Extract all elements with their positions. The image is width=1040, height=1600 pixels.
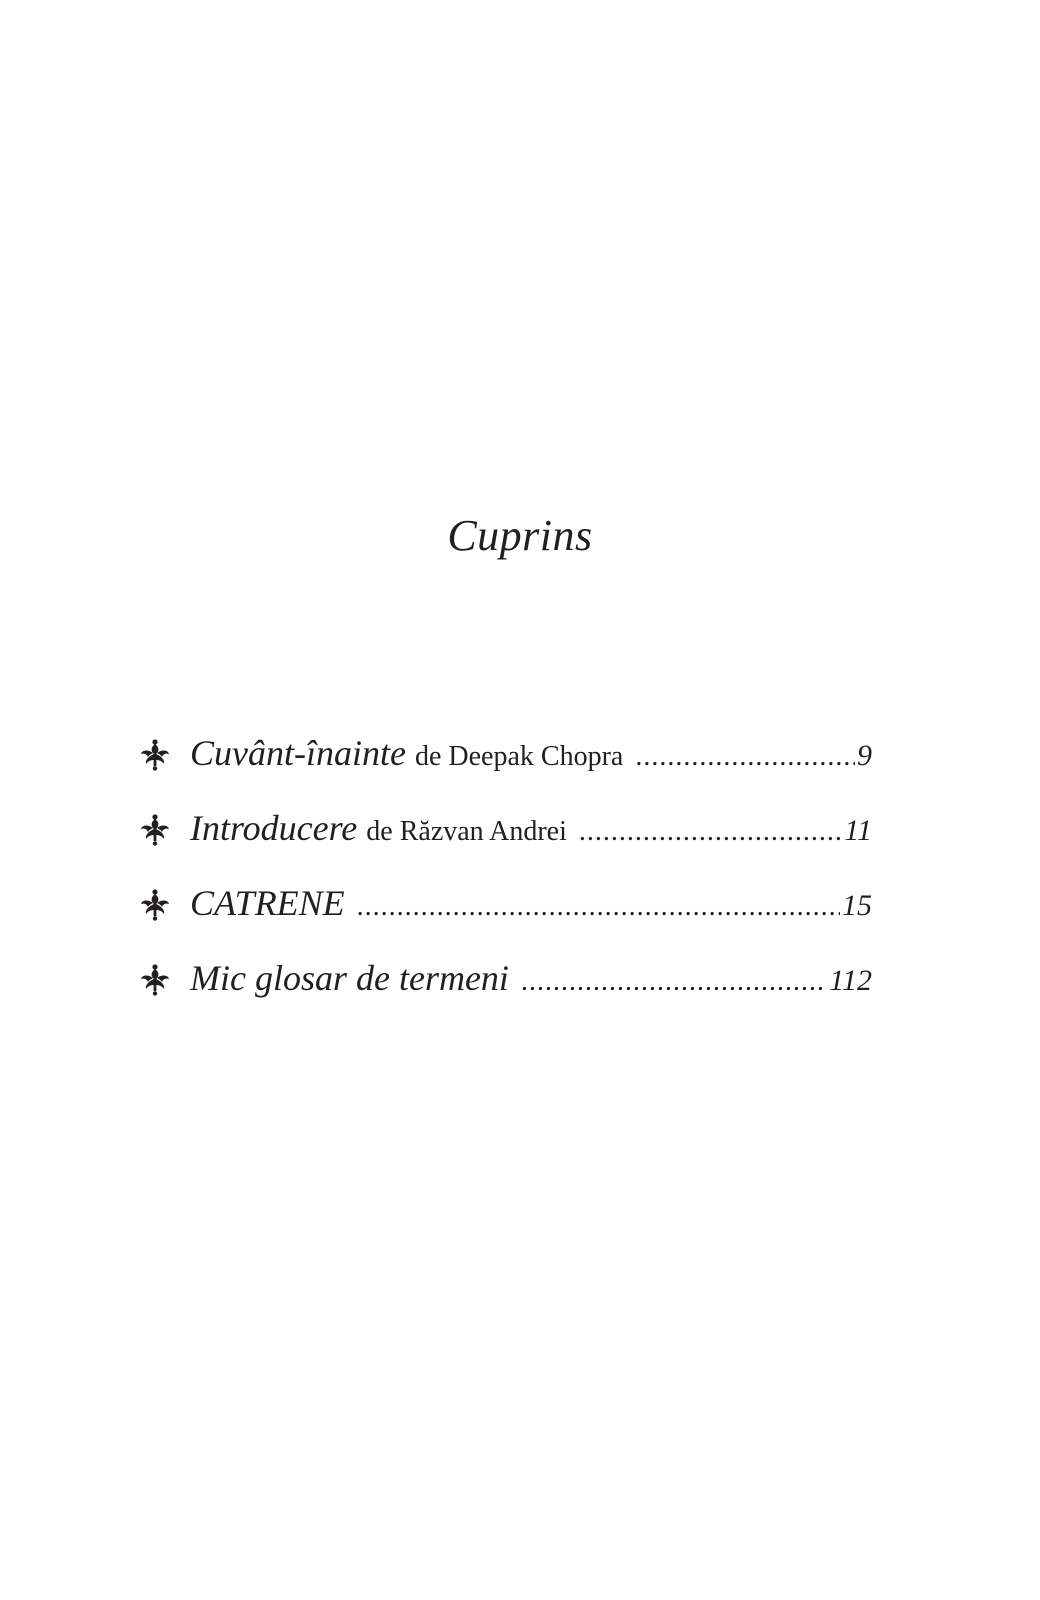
fleuron-icon: [138, 738, 172, 772]
toc-entry-title: Mic glosar de termeni: [190, 958, 509, 998]
toc-entry-author: de Deepak Chopra: [414, 741, 624, 772]
page-title: Cuprins: [447, 511, 593, 560]
table-of-contents: [138, 706, 872, 1006]
toc-entry-quatrains[interactable]: [138, 856, 872, 931]
fleuron-icon: [138, 813, 172, 847]
toc-entry-introduction[interactable]: [138, 781, 872, 856]
toc-entry-title: CATRENE: [190, 883, 345, 923]
toc-entry-glossary[interactable]: [138, 931, 872, 1006]
toc-entry-page: 11: [844, 814, 872, 847]
dot-leader: [357, 879, 840, 935]
dot-leader: [635, 729, 855, 785]
toc-entry-title: Introducere: [190, 808, 358, 848]
fleuron-icon: [138, 888, 172, 922]
toc-entry-page: 9: [857, 739, 872, 772]
toc-entry-page: 15: [842, 889, 872, 922]
toc-entry-title: Cuvânt-înainte: [190, 733, 406, 773]
toc-entry-foreword[interactable]: [138, 706, 872, 781]
dot-leader: [579, 804, 842, 860]
toc-entry-page: 112: [829, 964, 872, 997]
fleuron-icon: [138, 963, 172, 997]
dot-leader: [521, 954, 827, 1010]
toc-entry-author: de Răzvan Andrei: [366, 816, 567, 847]
